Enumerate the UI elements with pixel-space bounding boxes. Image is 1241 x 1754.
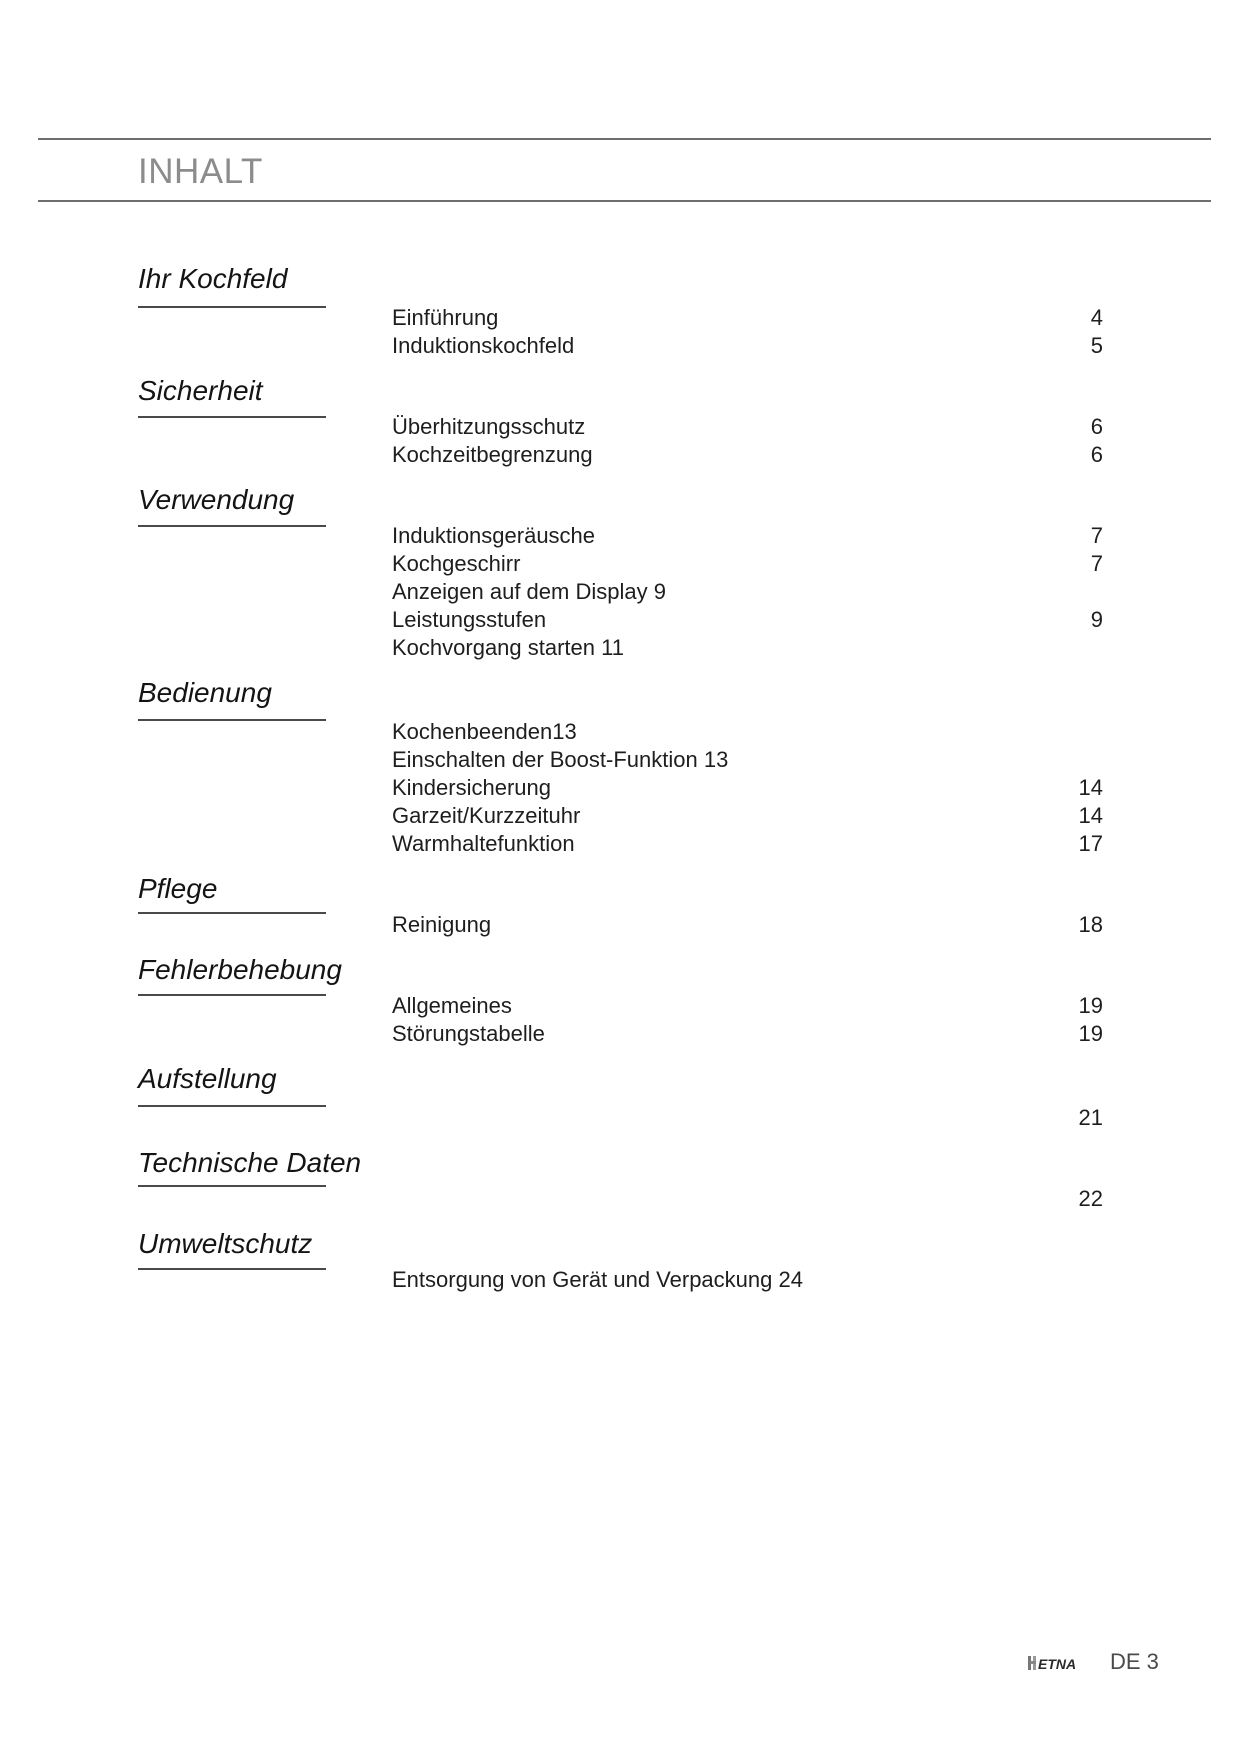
section-title-fehlerbehebung: Fehlerbehebung bbox=[138, 954, 342, 985]
section-title-ihr-kochfeld: Ihr Kochfeld bbox=[138, 263, 288, 294]
etna-logo bbox=[1028, 1652, 1080, 1674]
footer-page-number: DE 3 bbox=[1110, 1649, 1159, 1674]
toc-entry-page: 6 bbox=[1090, 442, 1103, 467]
toc-entry-label: Einführung bbox=[392, 305, 499, 330]
section-title-bedienung: Bedienung bbox=[138, 677, 272, 708]
etna-logo-text: ETNA bbox=[1038, 1656, 1077, 1672]
section-title-pflege: Pflege bbox=[138, 873, 218, 904]
toc-entry-label: Leistungsstufen bbox=[392, 607, 547, 632]
toc-entry-label: Kindersicherung bbox=[392, 775, 551, 800]
toc-entry-page: 14 bbox=[1078, 775, 1103, 800]
toc-entry-label: Einschalten der Boost-Funktion 13 bbox=[392, 747, 729, 772]
section-rule bbox=[138, 912, 326, 914]
section-rule bbox=[138, 1105, 326, 1107]
toc-entry-label: Warmhaltefunktion bbox=[392, 831, 575, 856]
toc-entry-page: 9 bbox=[1090, 607, 1103, 632]
section-rule bbox=[138, 1268, 326, 1270]
section-title-umweltschutz: Umweltschutz bbox=[138, 1228, 313, 1259]
section-rule bbox=[138, 306, 326, 308]
section-title-technische-daten: Technische Daten bbox=[138, 1147, 362, 1178]
toc-entry-page: 5 bbox=[1090, 333, 1103, 358]
toc-entry-page: 19 bbox=[1078, 993, 1103, 1018]
toc-entry-page: 14 bbox=[1078, 803, 1103, 828]
page-title: INHALT bbox=[138, 152, 263, 191]
toc-entry-label: Anzeigen auf dem Display 9 bbox=[392, 579, 666, 604]
toc-entry-page: 18 bbox=[1078, 912, 1103, 937]
section-rule bbox=[138, 994, 326, 996]
toc-entry-page: 6 bbox=[1090, 414, 1103, 439]
toc-entry-label: Allgemeines bbox=[392, 993, 512, 1018]
toc-entry-page: 19 bbox=[1078, 1021, 1103, 1046]
section-rule bbox=[138, 1185, 326, 1187]
section-rule bbox=[138, 719, 326, 721]
toc-entry-label: Kochzeitbegrenzung bbox=[392, 442, 593, 467]
toc-entry-page: 4 bbox=[1090, 305, 1103, 330]
toc-entry-label: Kochgeschirr bbox=[392, 551, 521, 576]
toc-entry-label: Überhitzungsschutz bbox=[392, 414, 586, 439]
toc-entry-label: Störungstabelle bbox=[392, 1021, 545, 1046]
section-title-aufstellung: Aufstellung bbox=[138, 1063, 277, 1094]
section-title-sicherheit: Sicherheit bbox=[138, 375, 263, 406]
toc-entry-label: Garzeit/Kurzzeituhr bbox=[392, 803, 581, 828]
toc-entry-label: Induktionsgeräusche bbox=[392, 523, 596, 548]
section-title-verwendung: Verwendung bbox=[138, 484, 295, 515]
header-top-rule bbox=[38, 138, 1211, 140]
section-rule bbox=[138, 525, 326, 527]
toc-entry-page: 7 bbox=[1090, 551, 1103, 576]
toc-entry-label: Kochenbeenden13 bbox=[392, 719, 577, 744]
toc-entry-label: Reinigung bbox=[392, 912, 492, 937]
toc-entry-page: 17 bbox=[1078, 831, 1103, 856]
toc-entry-label: Induktionskochfeld bbox=[392, 333, 575, 358]
section-rule bbox=[138, 416, 326, 418]
header-bottom-rule bbox=[38, 200, 1211, 202]
toc-entry-page: 22 bbox=[1078, 1186, 1103, 1211]
toc-entry-label: Entsorgung von Gerät und Verpackung 24 bbox=[392, 1267, 803, 1292]
toc-entry-label: Kochvorgang starten 11 bbox=[392, 635, 624, 660]
toc-entry-page: 21 bbox=[1078, 1105, 1103, 1130]
toc-entry-page: 7 bbox=[1090, 523, 1103, 548]
